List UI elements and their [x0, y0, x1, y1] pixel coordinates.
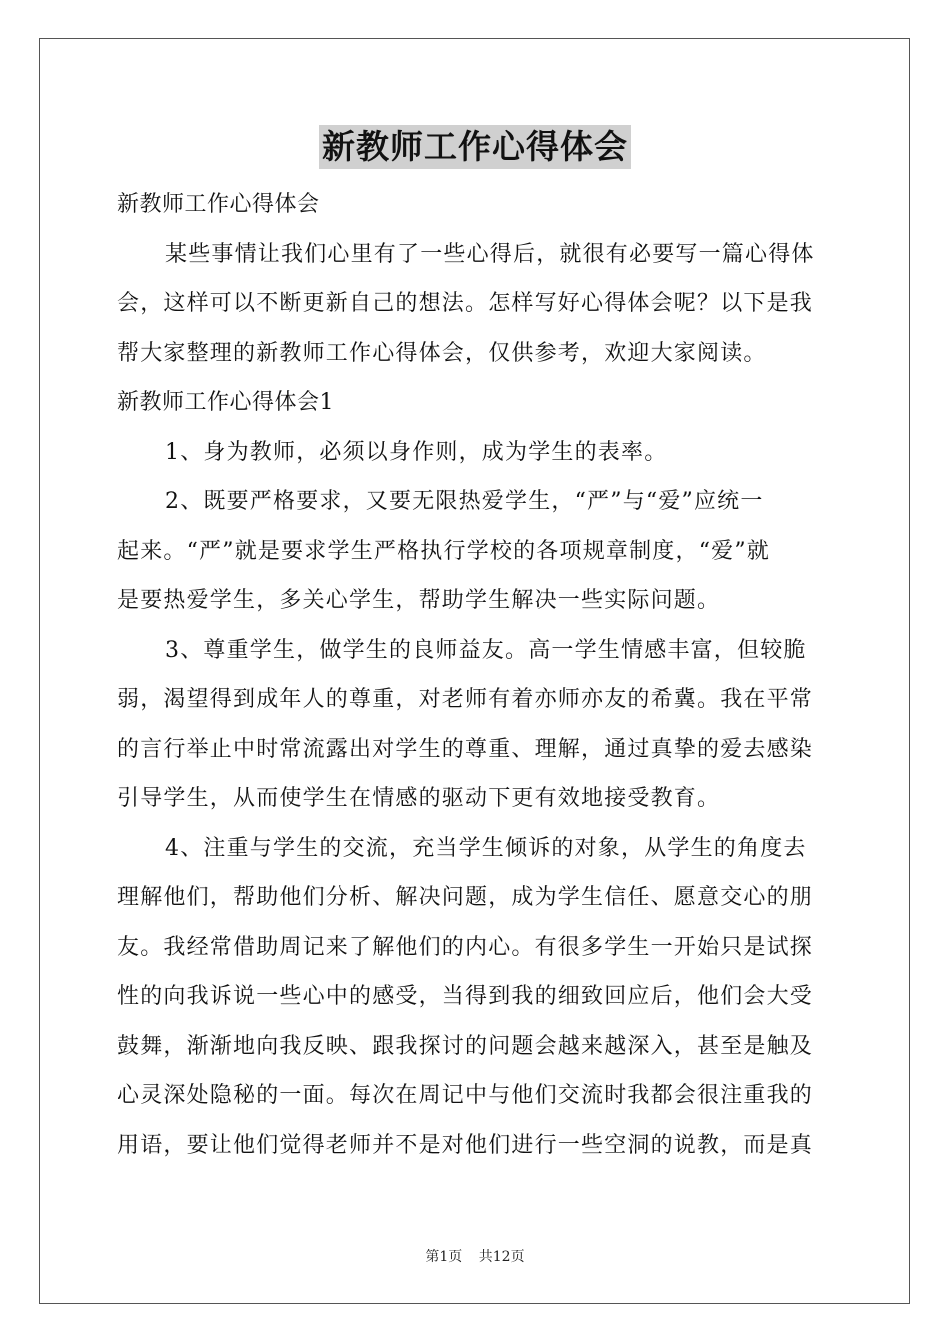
paragraph-line: 性的向我诉说一些心中的感受，当得到我的细致回应后，他们会大受 [117, 984, 814, 1009]
paragraph-line: 2、既要严格要求，又要无限热爱学生，“严”与“爱”应统一 [165, 489, 764, 514]
paragraph-line: 会，这样可以不断更新自己的想法。怎样写好心得体会呢？以下是我 [117, 291, 814, 316]
paragraph-line: 友。我经常借助周记来了解他们的内心。有很多学生一开始只是试探 [117, 934, 814, 960]
paragraph-line: 4、注重与学生的交流，充当学生倾诉的对象，从学生的角度去 [165, 835, 807, 861]
paragraph-line: 帮大家整理的新教师工作心得体会，仅供参考，欢迎大家阅读。 [117, 340, 767, 366]
paragraph-line: 某些事情让我们心里有了一些心得后，就很有必要写一篇心得体 [165, 241, 815, 267]
document-title: 新教师工作心得体会 [319, 125, 631, 169]
paragraph-line: 弱，渴望得到成年人的尊重，对老师有着亦师亦友的希冀。我在平常 [117, 687, 814, 712]
paragraph-line: 1、身为教师，必须以身作则，成为学生的表率。 [165, 439, 668, 465]
paragraph-line: 3、尊重学生，做学生的良师益友。高一学生情感丰富，但较脆 [165, 637, 807, 663]
section-heading: 新教师工作心得体会1 [117, 390, 334, 415]
paragraph-line: 鼓舞，渐渐地向我反映、跟我探讨的问题会越来越深入，甚至是触及 [117, 1033, 814, 1059]
paragraph-line: 理解他们，帮助他们分析、解决问题，成为学生信任、愿意交心的朋 [117, 885, 814, 910]
paragraph-line: 心灵深处隐秘的一面。每次在周记中与他们交流时我都会很注重我的 [117, 1083, 814, 1108]
document-body [117, 180, 833, 1170]
page-number: 第1页 [425, 1249, 463, 1265]
paragraph-line: 用语，要让他们觉得老师并不是对他们进行一些空洞的说教，而是真 [117, 1132, 814, 1158]
paragraph-line: 是要热爱学生，多关心学生，帮助学生解决一些实际问题。 [117, 588, 721, 613]
section-heading: 新教师工作心得体会 [117, 192, 320, 217]
paragraph-line: 的言行举止中时常流露出对学生的尊重、理解，通过真挚的爱去感染 [117, 736, 814, 762]
page-footer [0, 1246, 950, 1266]
paragraph-line: 起来。“严”就是要求学生严格执行学校的各项规章制度，“爱”就 [117, 538, 770, 564]
page-total: 共12页 [478, 1249, 525, 1265]
paragraph-line: 引导学生，从而使学生在情感的驱动下更有效地接受教育。 [117, 786, 721, 811]
title-area [0, 125, 950, 169]
